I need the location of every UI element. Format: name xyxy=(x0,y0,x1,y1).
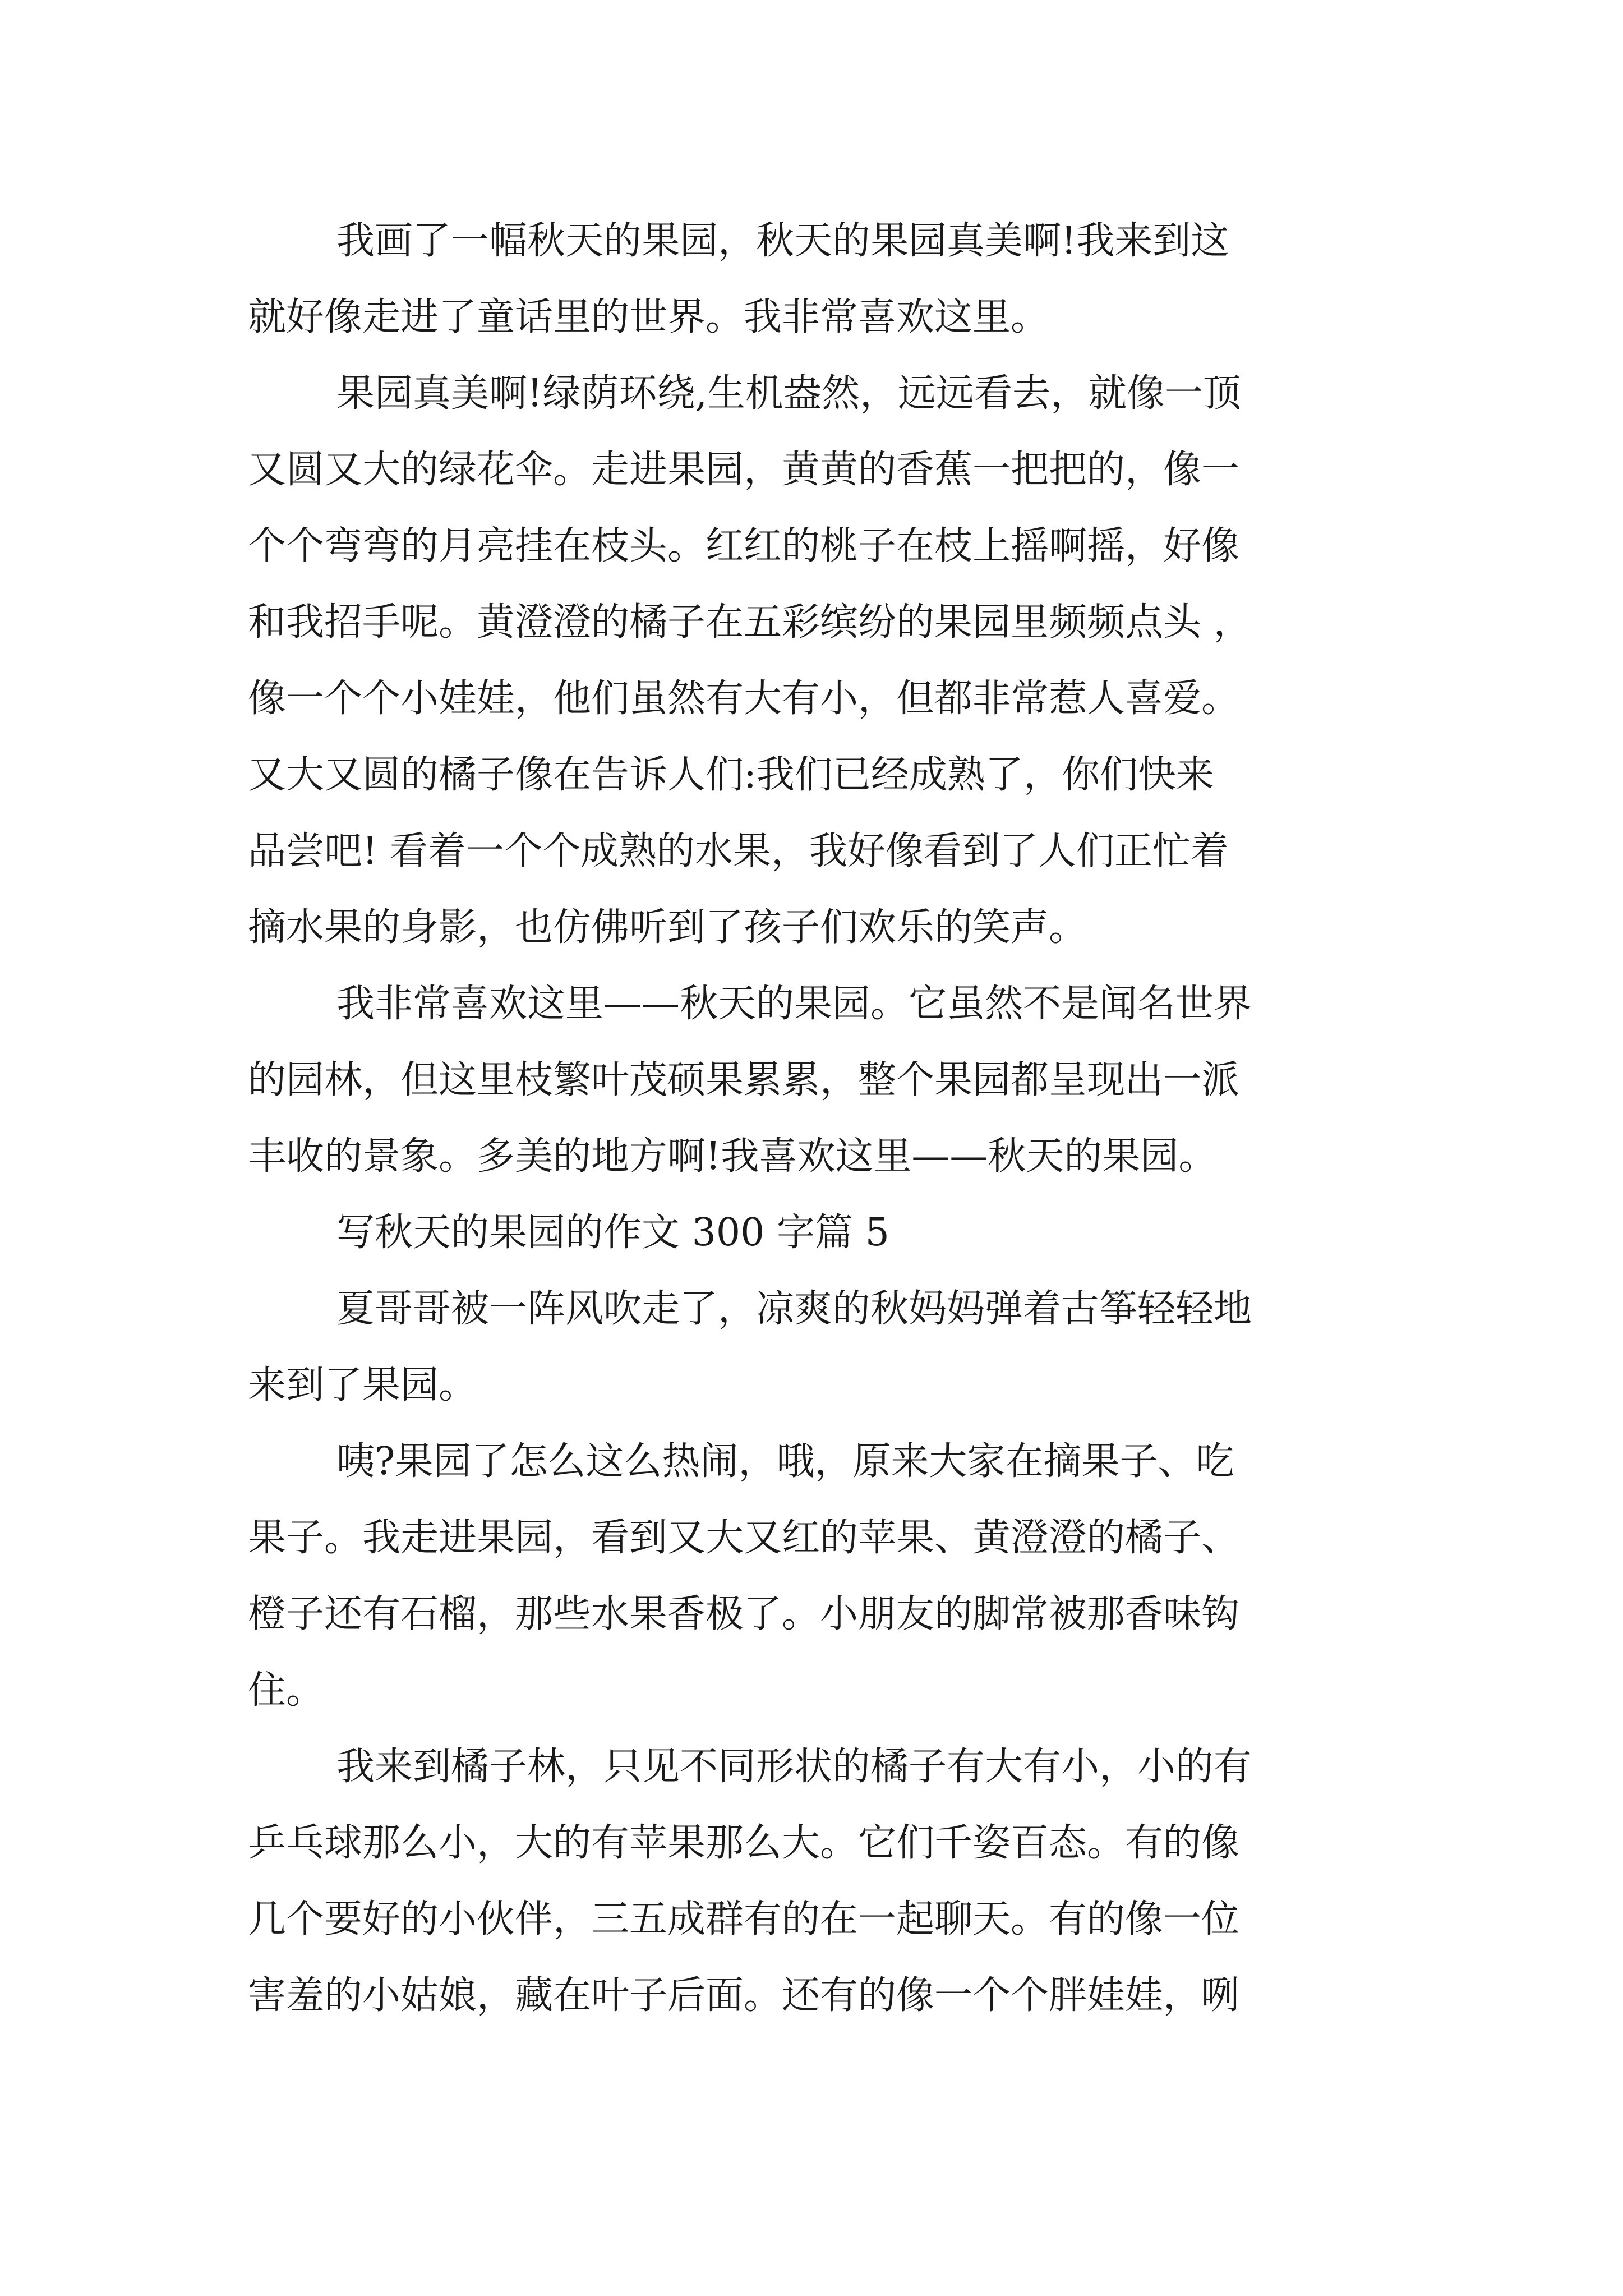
text-line: 又大又圆的橘子像在告诉人们:我们已经成熟了，你们快来 xyxy=(248,753,1214,797)
text-line: 住。 xyxy=(248,1668,325,1713)
text-line: 害羞的小姑娘，藏在叶子后面。还有的像一个个胖娃娃，咧 xyxy=(248,1973,1240,2018)
text-line: 几个要好的小伙伴，三五成群有的在一起聊天。有的像一位 xyxy=(248,1897,1240,1941)
section-heading: 写秋天的果园的作文 300 字篇 5 xyxy=(336,1211,889,1255)
text-line: 像一个个小娃娃，他们虽然有大有小，但都非常惹人喜爱。 xyxy=(248,677,1240,721)
text-line: 我画了一幅秋天的果园，秋天的果园真美啊!我来到这 xyxy=(336,219,1229,263)
text-line: 我来到橘子林，只见不同形状的橘子有大有小，小的有 xyxy=(336,1745,1252,1789)
text-line: 果子。我走进果园，看到又大又红的苹果、黄澄澄的橘子、 xyxy=(248,1516,1240,1560)
text-line: 和我招手呢。黄澄澄的橘子在五彩缤纷的果园里频频点头 ， xyxy=(248,600,1252,645)
text-line: 丰收的景象。多美的地方啊!我喜欢这里——秋天的果园。 xyxy=(248,1134,1217,1179)
text-line: 个个弯弯的月亮挂在枝头。红红的桃子在枝上摇啊摇，好像 xyxy=(248,524,1240,568)
text-line: 摘水果的身影，也仿佛听到了孩子们欢乐的笑声。 xyxy=(248,905,1087,950)
text-line: 我非常喜欢这里——秋天的果园。它虽然不是闻名世界 xyxy=(336,982,1252,1026)
text-line: 夏哥哥被一阵风吹走了，凉爽的秋妈妈弹着古筝轻轻地 xyxy=(336,1287,1252,1331)
text-line: 就好像走进了童话里的世界。我非常喜欢这里。 xyxy=(248,295,1049,339)
text-line: 咦?果园了怎么这么热闹，哦，原来大家在摘果子、吃 xyxy=(336,1439,1234,1484)
text-line: 的园林，但这里枝繁叶茂硕果累累，整个果园都呈现出一派 xyxy=(248,1058,1240,1102)
text-line: 又圆又大的绿花伞。走进果园，黄黄的香蕉一把把的，像一 xyxy=(248,448,1240,492)
text-line: 来到了果园。 xyxy=(248,1363,477,1407)
text-line: 乒乓球那么小，大的有苹果那么大。它们千姿百态。有的像 xyxy=(248,1821,1240,1865)
text-line: 橙子还有石榴，那些水果香极了。小朋友的脚常被那香味钩 xyxy=(248,1592,1240,1636)
text-line: 果园真美啊!绿荫环绕,生机盎然，远远看去，就像一顶 xyxy=(336,371,1241,416)
text-line: 品尝吧! 看着一个个成熟的水果，我好像看到了人们正忙着 xyxy=(248,829,1229,873)
